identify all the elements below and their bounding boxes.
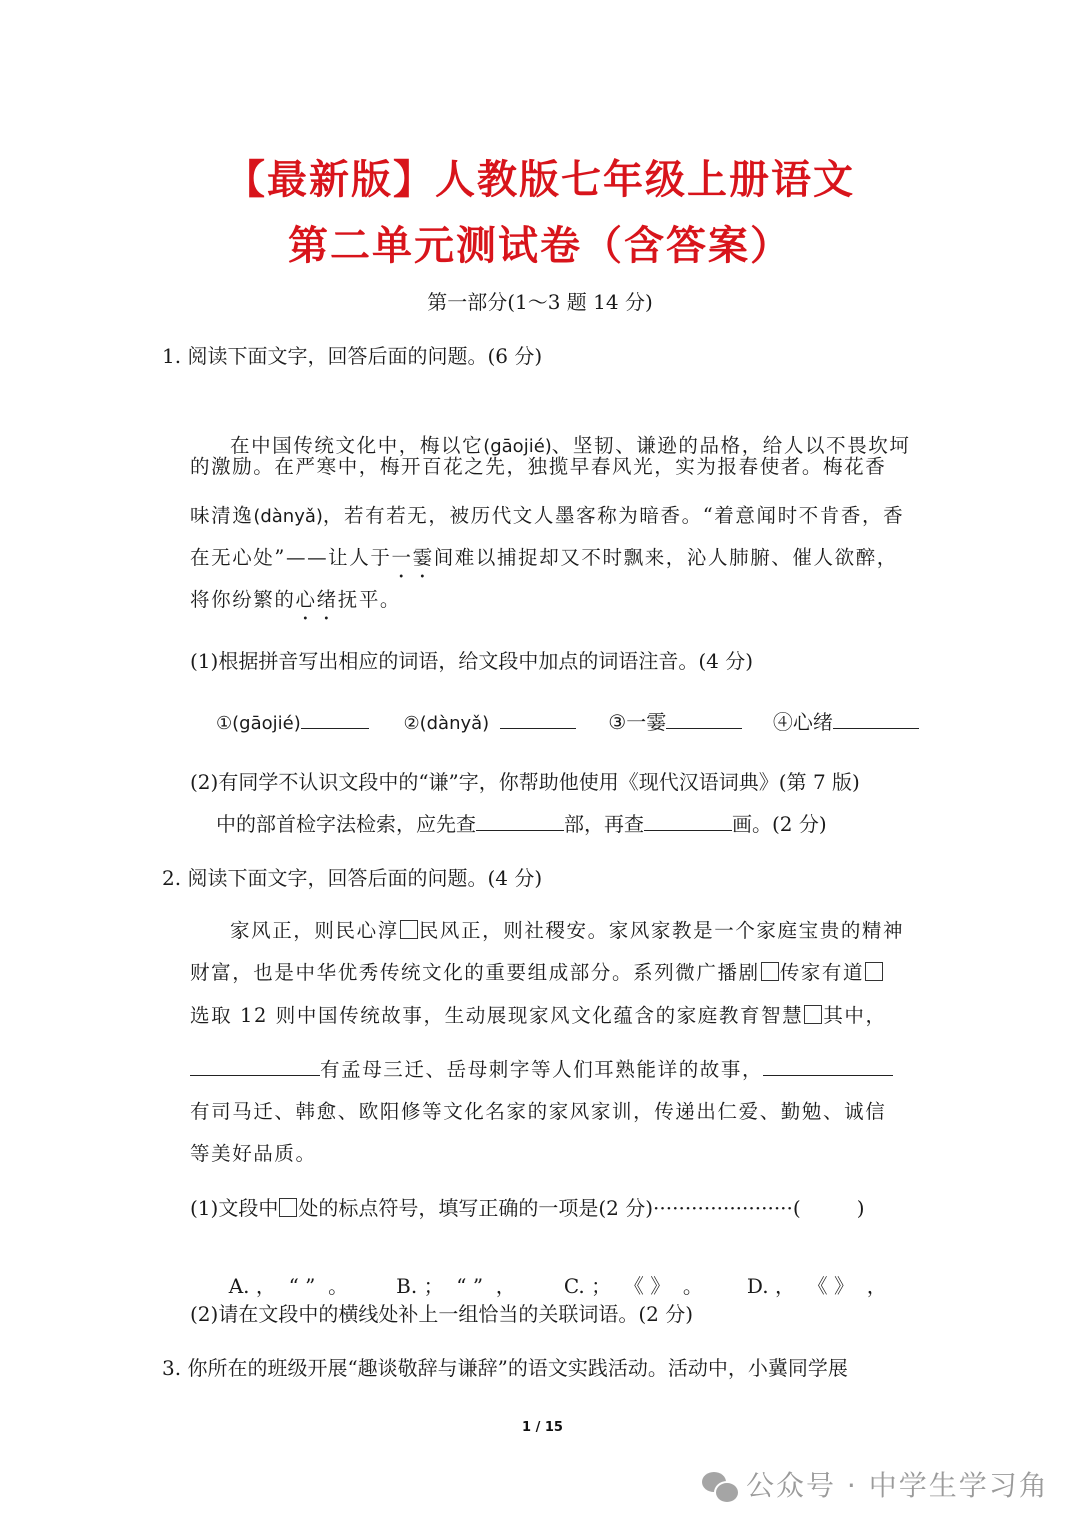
punctuation-box	[804, 1005, 822, 1024]
watermark-text: 公众号 · 中学生学习角	[746, 1469, 1049, 1502]
q1-passage-line3	[190, 500, 904, 528]
q1-sub1-items	[216, 706, 919, 735]
q2-sub1-text: )	[856, 1196, 865, 1220]
q2-passage-line6: 等美好品质。	[190, 1142, 317, 1165]
q1-passage-text: 在中国传统文化中，梅以它	[230, 434, 484, 457]
q2-passage-text: 其中，	[823, 1004, 887, 1027]
q2-sub1-stem	[190, 1192, 865, 1221]
pinyin-danya: (dànyǎ)	[253, 506, 323, 527]
option-value: ， “ ” 。	[255, 1274, 349, 1298]
option-value: ； “ ” ，	[423, 1274, 516, 1298]
q1-passage-text: 将你纷繁的	[190, 588, 296, 611]
question-3-stem: 3. 你所在的班级开展“趣谈敬辞与谦辞”的语文实践活动。活动中，小冀同学展	[162, 1356, 848, 1380]
q1-sub2-text: 部，再查	[564, 812, 644, 836]
option-a[interactable]	[229, 1274, 348, 1298]
q2-passage-text: 选取 12 则中国传统故事，生动展现家风文化蕴含的家庭教育智慧	[190, 1004, 804, 1027]
q1-sub2-line2	[216, 808, 827, 837]
item-3-label: ③一霎	[608, 710, 667, 734]
q2-passage-text: 民风正，则社稷安。家风家教是一个家庭宝贵的精神	[418, 919, 905, 942]
document-title-line1: 【最新版】人教版七年级上册语文	[225, 156, 855, 203]
q1-sub1-stem: (1)根据拼音写出相应的词语，给文段中加点的词语注音。(4 分)	[190, 649, 754, 673]
q2-passage-line2	[190, 957, 884, 985]
pinyin-gaojie: (gāojié)	[483, 436, 552, 457]
punctuation-box	[865, 962, 883, 981]
option-c[interactable]	[564, 1274, 703, 1298]
q2-passage-line1	[230, 915, 904, 943]
answer-blank-radical[interactable]	[476, 810, 564, 831]
q1-passage-text: 抚平。	[337, 588, 402, 611]
section-heading: 第一部分(1～3 题 14 分)	[427, 290, 653, 314]
q1-passage-text: 在无心处”——让人于	[190, 546, 392, 569]
q1-sub2-text: 中的部首检字法检索，应先查	[216, 812, 476, 836]
emphasized-char: 绪	[316, 588, 338, 611]
answer-blank-3[interactable]	[666, 708, 742, 729]
answer-blank-1[interactable]	[301, 708, 369, 729]
watermark	[702, 1464, 1049, 1504]
answer-blank-2[interactable]	[500, 708, 576, 729]
question-2-stem: 2. 阅读下面文字，回答后面的问题。(4 分)	[162, 866, 543, 890]
q2-passage-line5: 有司马迁、韩愈、欧阳修等文化名家的家风家训，传递出仁爱、勤勉、诚信	[190, 1100, 887, 1123]
q1-passage-line5	[190, 584, 401, 612]
option-label: C.	[563, 1274, 585, 1298]
q2-sub2-stem: (2)请在文段中的横线处补上一组恰当的关联词语。(2 分)	[190, 1302, 694, 1326]
item-2-label: ②(dànyǎ)	[403, 713, 490, 734]
item-4-label: ④心绪	[772, 710, 833, 734]
item-1-label: ①(gāojié)	[216, 713, 301, 734]
option-value: ； 《 》 。	[591, 1274, 703, 1298]
connective-blank-2[interactable]	[763, 1055, 893, 1076]
q2-sub1-text: 处的标点符号，填写正确的一项是(2 分)······················(	[298, 1196, 801, 1220]
option-value: ， 《 》 ，	[774, 1274, 887, 1298]
emphasized-char: 一	[391, 546, 413, 569]
q2-passage-text: 财富，也是中华优秀传统文化的重要组成部分。系列微广播剧	[190, 961, 760, 984]
emphasized-char: 心	[295, 588, 317, 611]
q1-passage-text: ，若有若无，被历代文人墨客称为暗香。“着意闻时不肯香，香	[322, 504, 905, 527]
connective-blank-1[interactable]	[190, 1055, 320, 1076]
option-label: D.	[746, 1274, 769, 1298]
q1-sub2-line1: (2)有同学不认识文段中的“谦”字，你帮助他使用《现代汉语词典》(第 7 版)	[190, 770, 860, 794]
punctuation-box	[400, 920, 418, 939]
page-number: 1 / 15	[522, 1420, 563, 1435]
q1-passage-text: 、坚韧、谦逊的品格，给人以不畏坎坷	[551, 434, 911, 457]
q2-sub1-text: (1)文段中	[190, 1196, 279, 1220]
q2-passage-line4	[190, 1054, 893, 1082]
q2-passage-text: 有孟母三迁、岳母刺字等人们耳熟能详的故事，	[320, 1058, 764, 1081]
document-title-line2: 第二单元测试卷（含答案）	[288, 222, 792, 269]
question-1-stem: 1. 阅读下面文字，回答后面的问题。(6 分)	[162, 344, 543, 368]
q2-passage-text: 家风正，则民心淳	[230, 919, 399, 942]
q1-passage-text: 间难以捕捉却又不时飘来，沁人肺腑、催人欲醉，	[433, 546, 898, 569]
q1-passage-line2: 的激励。在严寒中，梅开百花之先，独揽早春风光，实为报春使者。梅花香	[190, 455, 887, 478]
option-b[interactable]	[396, 1274, 516, 1298]
option-d[interactable]	[747, 1274, 887, 1298]
q1-passage-line4	[190, 542, 898, 570]
punctuation-box	[279, 1198, 297, 1217]
answer-blank-strokes[interactable]	[644, 810, 732, 831]
punctuation-box	[761, 962, 779, 981]
option-label: A.	[228, 1274, 250, 1298]
option-label: B.	[396, 1274, 418, 1298]
answer-blank-4[interactable]	[833, 708, 919, 729]
q2-sub1-options	[216, 1246, 887, 1299]
q2-passage-text: 传家有道	[779, 961, 865, 984]
q1-passage-text: 味清逸	[190, 504, 254, 527]
q2-passage-line3	[190, 1000, 887, 1028]
emphasized-char: 霎	[412, 546, 434, 569]
wechat-icon	[702, 1472, 740, 1502]
q1-sub2-text: 画。(2 分)	[732, 812, 827, 836]
